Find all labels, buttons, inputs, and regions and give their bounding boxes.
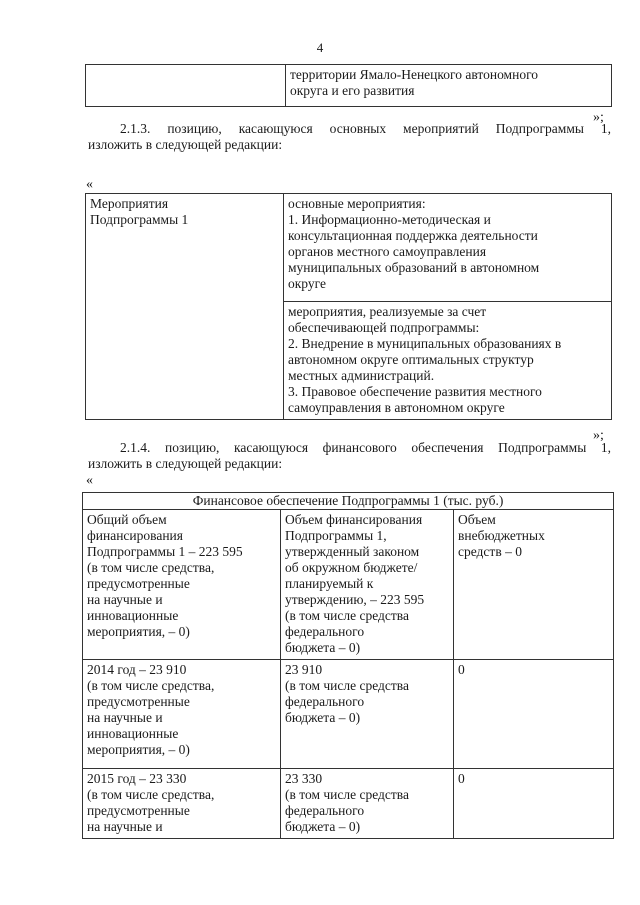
paragraph-line: изложить в следующей редакции: [88, 137, 283, 152]
events-label-cell: Мероприятия Подпрограммы 1 [86, 194, 284, 420]
top-table-right-cell: территории Ямало-Ненецкого автономного округа и его развития [286, 65, 612, 107]
finance-2014-extrabudget-cell: 0 [454, 660, 614, 769]
finance-2015-total-cell: 2015 год – 23 330 (в том числе средства, предусмотренные на научные и [83, 769, 281, 839]
events-main-block: основные мероприятия: 1. Информационно-методическая и консультационная поддержка деятельности органов местного самоуправления муниципальных образований в автономном округе [284, 194, 612, 302]
top-table-left-cell [86, 65, 286, 107]
close-quote: »; [593, 428, 604, 443]
finance-2015-budget-cell: 23 330 (в том числе средства федерального бюджета – 0) [281, 769, 454, 839]
finance-caption: Финансовое обеспечение Подпрограммы 1 (тыс. руб.) [83, 493, 614, 510]
events-table [85, 193, 612, 420]
finance-extrabudget-cell: Объем внебюджетных средств – 0 [454, 510, 614, 660]
open-quote: « [86, 177, 93, 192]
paragraph-2-1-4 [88, 440, 611, 472]
page-number: 4 [316, 40, 324, 55]
paragraph-line: 2.1.3. позицию, касающуюся основных мероприятий Подпрограммы 1, [120, 121, 611, 136]
paragraph-line: изложить в следующей редакции: [88, 456, 283, 471]
paragraph-line: 2.1.4. позицию, касающуюся финансового обеспечения Подпрограммы 1, [120, 440, 611, 455]
events-support-block: мероприятия, реализуемые за счет обеспечивающей подпрограммы: 2. Внедрение в муниципальных образованиях в автономном округе оптимальных структур местных администраций. 3. Правовое обеспечение развития местного самоуправления в автономном округе [284, 302, 612, 420]
finance-total-cell: Общий объем финансирования Подпрограммы 1 – 223 595 (в том числе средства, предусмотренные на научные и инновационные мероприятия, – 0) [83, 510, 281, 660]
finance-2014-total-cell: 2014 год – 23 910 (в том числе средства, предусмотренные на научные и инновационные мероприятия, – 0) [83, 660, 281, 769]
finance-budget-cell: Объем финансирования Подпрограммы 1, утвержденный законом об окружном бюджете/ планируемый к утверждению, – 223 595 (в том числе средства федерального бюджета – 0) [281, 510, 454, 660]
close-quote: »; [593, 110, 604, 125]
finance-2014-budget-cell: 23 910 (в том числе средства федерального бюджета – 0) [281, 660, 454, 769]
paragraph-2-1-3 [88, 121, 611, 153]
open-quote: « [86, 473, 93, 488]
finance-2015-extrabudget-cell: 0 [454, 769, 614, 839]
finance-table [82, 492, 614, 839]
top-table [85, 64, 612, 107]
